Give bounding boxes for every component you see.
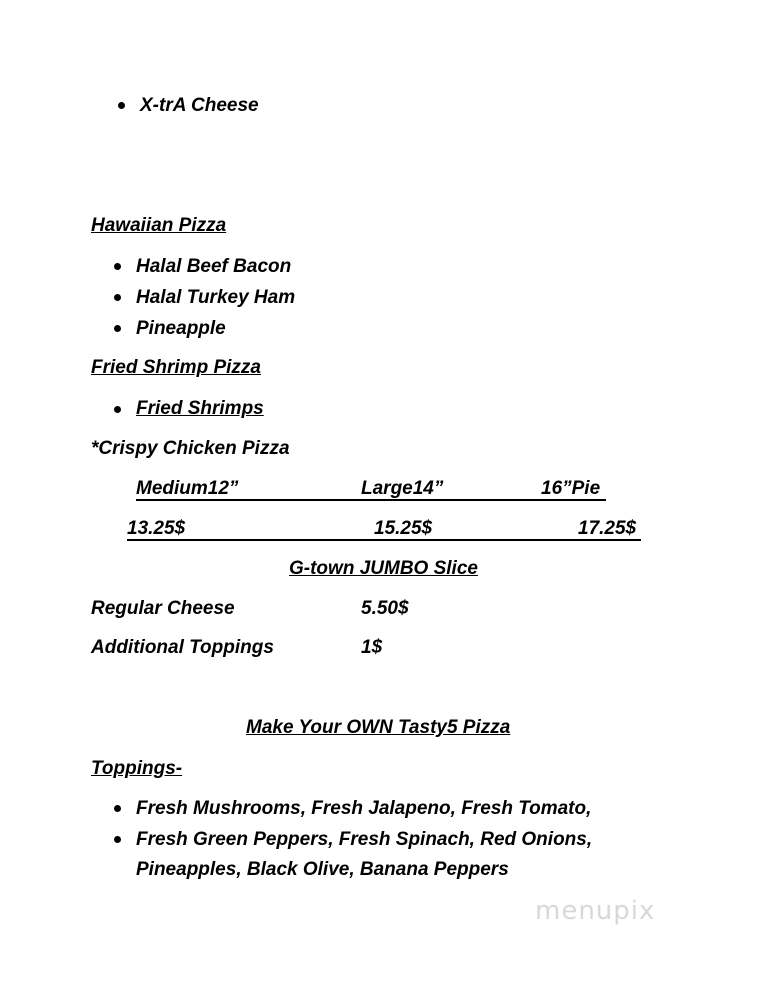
watermark-logo: menupix bbox=[535, 896, 656, 926]
bullet-icon bbox=[114, 294, 121, 301]
size-large: Large14” bbox=[361, 478, 444, 499]
regular-cheese-price: 5.50$ bbox=[361, 598, 409, 619]
fried-shrimp-item: Fried Shrimps bbox=[136, 398, 264, 419]
price-large: 15.25$ bbox=[374, 518, 433, 539]
bullet-icon bbox=[114, 836, 121, 843]
toppings-line: Pineapples, Black Olive, Banana Peppers bbox=[136, 859, 509, 880]
price-pie: 17.25$ bbox=[578, 518, 637, 539]
toppings-line: Fresh Green Peppers, Fresh Spinach, Red Onions, bbox=[136, 829, 593, 850]
bullet-icon bbox=[114, 263, 121, 270]
crispy-chicken-pizza-title: *Crispy Chicken Pizza bbox=[91, 438, 290, 459]
make-your-own-title: Make Your OWN Tasty5 Pizza bbox=[246, 717, 511, 738]
hawaiian-pizza-title: Hawaiian Pizza bbox=[91, 215, 227, 236]
size-pie: 16”Pie bbox=[541, 478, 601, 499]
hawaiian-item: Pineapple bbox=[136, 318, 226, 339]
toppings-heading: Toppings- bbox=[91, 758, 183, 779]
jumbo-slice-title: G-town JUMBO Slice bbox=[289, 558, 478, 579]
toppings-line: Fresh Mushrooms, Fresh Jalapeno, Fresh Tomato, bbox=[136, 798, 592, 819]
hawaiian-item: Halal Beef Bacon bbox=[136, 256, 292, 277]
sizes-underline bbox=[136, 499, 606, 501]
xtra-cheese-item: X-trA Cheese bbox=[140, 95, 259, 116]
bullet-icon bbox=[114, 406, 121, 413]
additional-toppings-price: 1$ bbox=[361, 637, 383, 658]
hawaiian-item: Halal Turkey Ham bbox=[136, 287, 296, 308]
fried-shrimp-pizza-title: Fried Shrimp Pizza bbox=[91, 357, 261, 378]
prices-underline bbox=[127, 539, 641, 541]
size-medium: Medium12” bbox=[136, 478, 239, 499]
additional-toppings-label: Additional Toppings bbox=[91, 637, 274, 658]
regular-cheese-label: Regular Cheese bbox=[91, 598, 235, 619]
bullet-icon bbox=[114, 805, 121, 812]
bullet-icon bbox=[114, 325, 121, 332]
price-medium: 13.25$ bbox=[127, 518, 186, 539]
bullet-icon bbox=[118, 102, 125, 109]
